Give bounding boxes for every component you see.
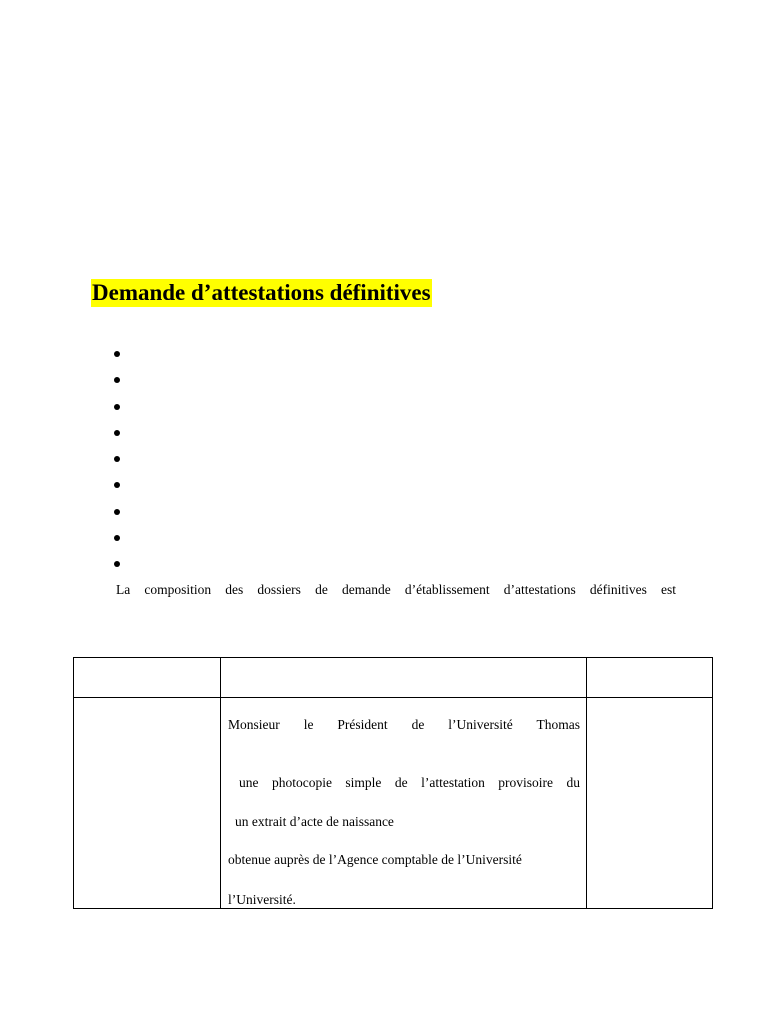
bullet-icon (114, 377, 120, 383)
bullet-icon (114, 430, 120, 436)
table-cell-line: l’Université. (228, 892, 296, 907)
intro-paragraph: La composition des dossiers de demande d’établissement d’attestations définitives est (116, 582, 676, 597)
requirements-table (73, 657, 713, 909)
table-column-divider (586, 658, 587, 908)
bullet-icon (114, 561, 120, 567)
table-column-divider (220, 658, 221, 908)
table-cell-line: un extrait d’acte de naissance (235, 814, 394, 829)
bullet-icon (114, 404, 120, 410)
bullet-icon (114, 351, 120, 357)
table-cell-line: Monsieur le Président de l’Université Thomas (228, 717, 580, 732)
table-header-divider (74, 697, 712, 698)
table-cell-line: obtenue auprès de l’Agence comptable de l’Université (228, 852, 522, 867)
bullet-icon (114, 535, 120, 541)
page-title: Demande d’attestations définitives (92, 280, 431, 305)
bullet-icon (114, 509, 120, 515)
bullet-icon (114, 482, 120, 488)
table-cell-line: une photocopie simple de l’attestation provisoire du (239, 775, 580, 790)
bullet-icon (114, 456, 120, 462)
